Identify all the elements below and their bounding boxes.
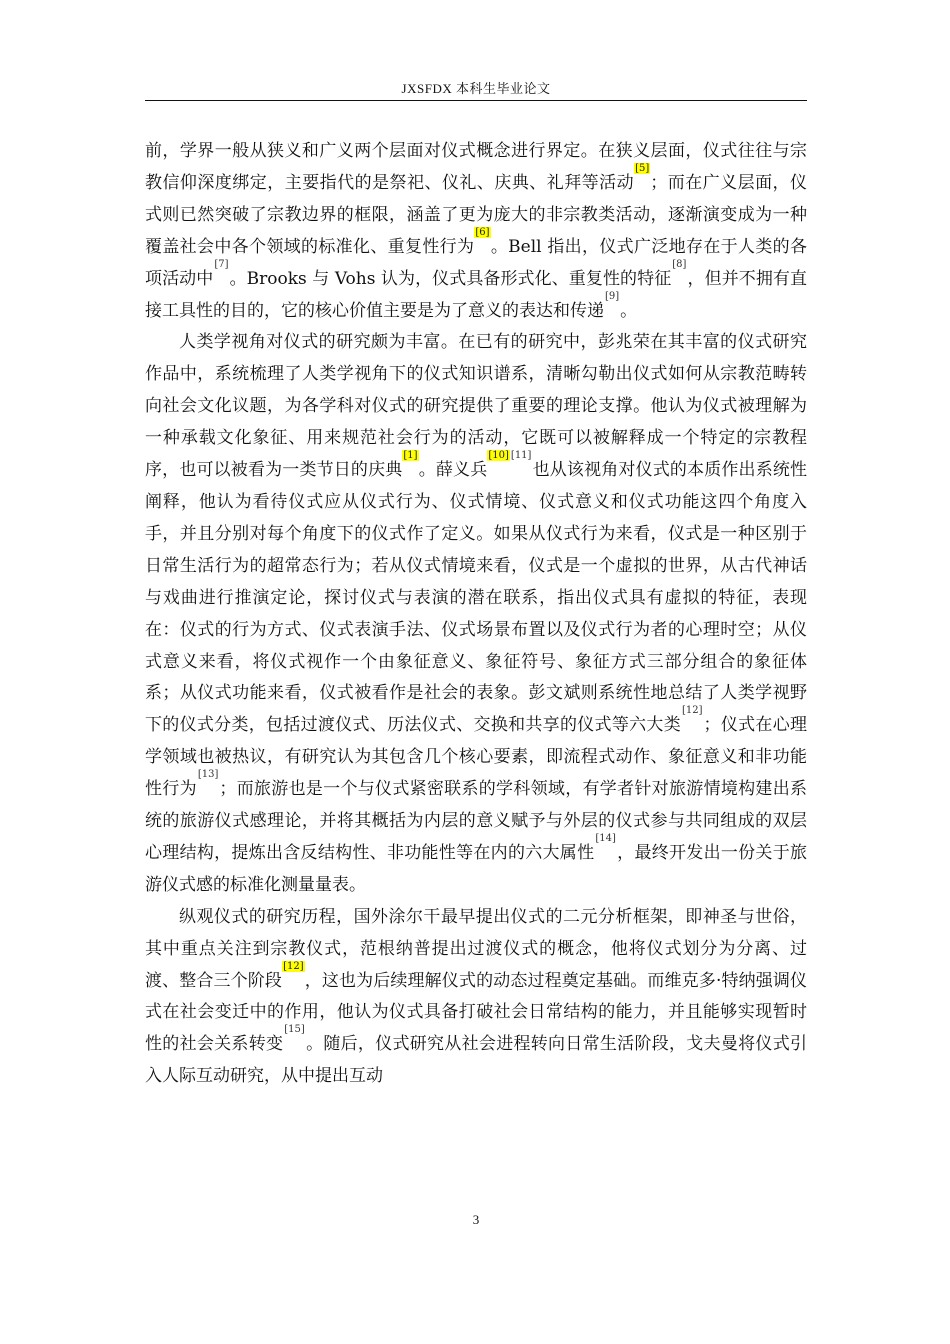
paragraph-text: 前，学界一般从狭义和广义两个层面对仪式概念进行界定。在狭义层面，仪式往往与宗教信仰深度绑定，主要指代的是祭祀、仪礼、庆典、礼拜等活动 [145,141,807,193]
citation-ref: [13] [197,769,219,781]
citation-ref: [11] [510,450,532,462]
highlighted-citation-ref: [5] [635,162,650,174]
header-rule [145,100,807,101]
paragraph-text: 。Brooks 与 Vohs 认为，仪式具备形式化、重复性的特征 [229,268,672,289]
page-number-value: 3 [472,1212,480,1227]
paragraph-text: 。薛义兵 [418,460,488,481]
running-header [145,78,807,97]
citation-ref: [15] [284,1024,305,1036]
paragraph-text: ；而旅游也是一个与仪式紧密联系的学科领域，有学者针对旅游情境构建出系统的旅游仪式感理论，并将其概括为内层的意义赋予与外层的仪式参与共同组成的双层心理结构，提炼出含反结构性、非功能性等在内的六大属性 [145,779,808,863]
citation-ref: [7] [214,258,229,270]
citation-ref: [14] [595,832,616,844]
header-title: JXSFDX 本科生毕业论文 [401,81,551,96]
paragraph-text: 纵观仪式的研究历程，国外涂尔干最早提出仪式的二元分析框架，即神圣与世俗，其中重点关注到宗教仪式，范根纳普提出过渡仪式的概念，他将仪式划分为分离、过渡、整合三个阶段 [145,906,807,991]
paragraph-text: 。随后，仪式研究从社会进程转向日常生活阶段，戈夫曼将仪式引入人际互动研究，从中提出互动 [145,1034,808,1087]
paragraph [145,136,807,327]
paragraph-text: ；仪式在心理学领域也被热议，有研究认为其包含几个核心要素，即流程式动作、象征意义和非功能性行为 [145,715,808,800]
highlighted-citation-ref: [12] [283,960,304,972]
paragraph-text: ，最终开发出一份关于旅游仪式感的标准化测量量表。 [145,842,808,895]
paragraph [145,327,807,901]
highlighted-citation-ref: [1] [403,450,418,462]
page-number [145,1212,807,1228]
paragraph-text: 也从该视角对仪式的本质作出系统性阐释，他认为看待仪式应从仪式行为、仪式情境、仪式意义和仪式功能这四个角度入手，并且分别对每个角度下的仪式作了定义。如果从仪式行为来看，仪式是一种区别于日常生活行为的超常态行为；若从仪式情境来看，仪式是一个虚拟的世界，从古代神话与戏曲进行推演定论，探讨仪式与表演的潜在联系，指出仪式具有虚拟的特征，表现在：仪式的行为方式、仪式表演手法、仪式场景布置以及仪式行为者的心理时空；从仪式意义来看，将仪式视作一个由象征意义、象征符号、象征方式三部分组合的象征体系；从仪式功能来看，仪式被看作是社会的表象。彭文斌则系统性地总结了人类学视野下的仪式分类，包括过渡仪式、历法仪式、交换和共享的仪式等六大类 [145,460,808,736]
paragraph [145,902,807,1093]
paragraph-text: ；而在广义层面，仪式则已然突破了宗教边界的框限，涵盖了更为庞大的非宗教类活动，逐渐演变成为一种覆盖社会中各个领域的标准化、重复性行为 [145,172,808,257]
citation-ref: [8] [672,258,687,270]
paragraph-text: 。 [620,300,638,321]
citation-ref: [9] [605,290,620,302]
highlighted-citation-ref: [10] [488,450,509,462]
paragraph-text: 。Bell 指出，仪式广泛地存在于人类的各项活动中 [145,236,807,289]
paragraph-text: 人类学视角对仪式的研究颇为丰富。在已有的研究中，彭兆荣在其丰富的仪式研究作品中，系统梳理了人类学视角下的仪式知识谱系，清晰勾勒出仪式如何从宗教范畴转向社会文化议题，为各学科对仪式的研究提供了重要的理论支撑。他认为仪式被理解为一种承载文化象征、用来规范社会行为的活动，它既可以被解释成一个特定的宗教程序，也可以被看为一类节日的庆典 [145,332,807,481]
body-text [145,136,807,1093]
citation-ref: [12] [682,705,703,717]
paragraph-text: ，但并不拥有直接工具性的目的，它的核心价值主要是为了意义的表达和传递 [145,268,808,321]
paragraph-text: ，这也为后续理解仪式的动态过程奠定基础。而维克多·特纳强调仪式在社会变迁中的作用，他认为仪式具备打破社会日常结构的能力，并且能够实现暂时性的社会关系转变 [145,970,808,1055]
highlighted-citation-ref: [6] [475,226,490,238]
